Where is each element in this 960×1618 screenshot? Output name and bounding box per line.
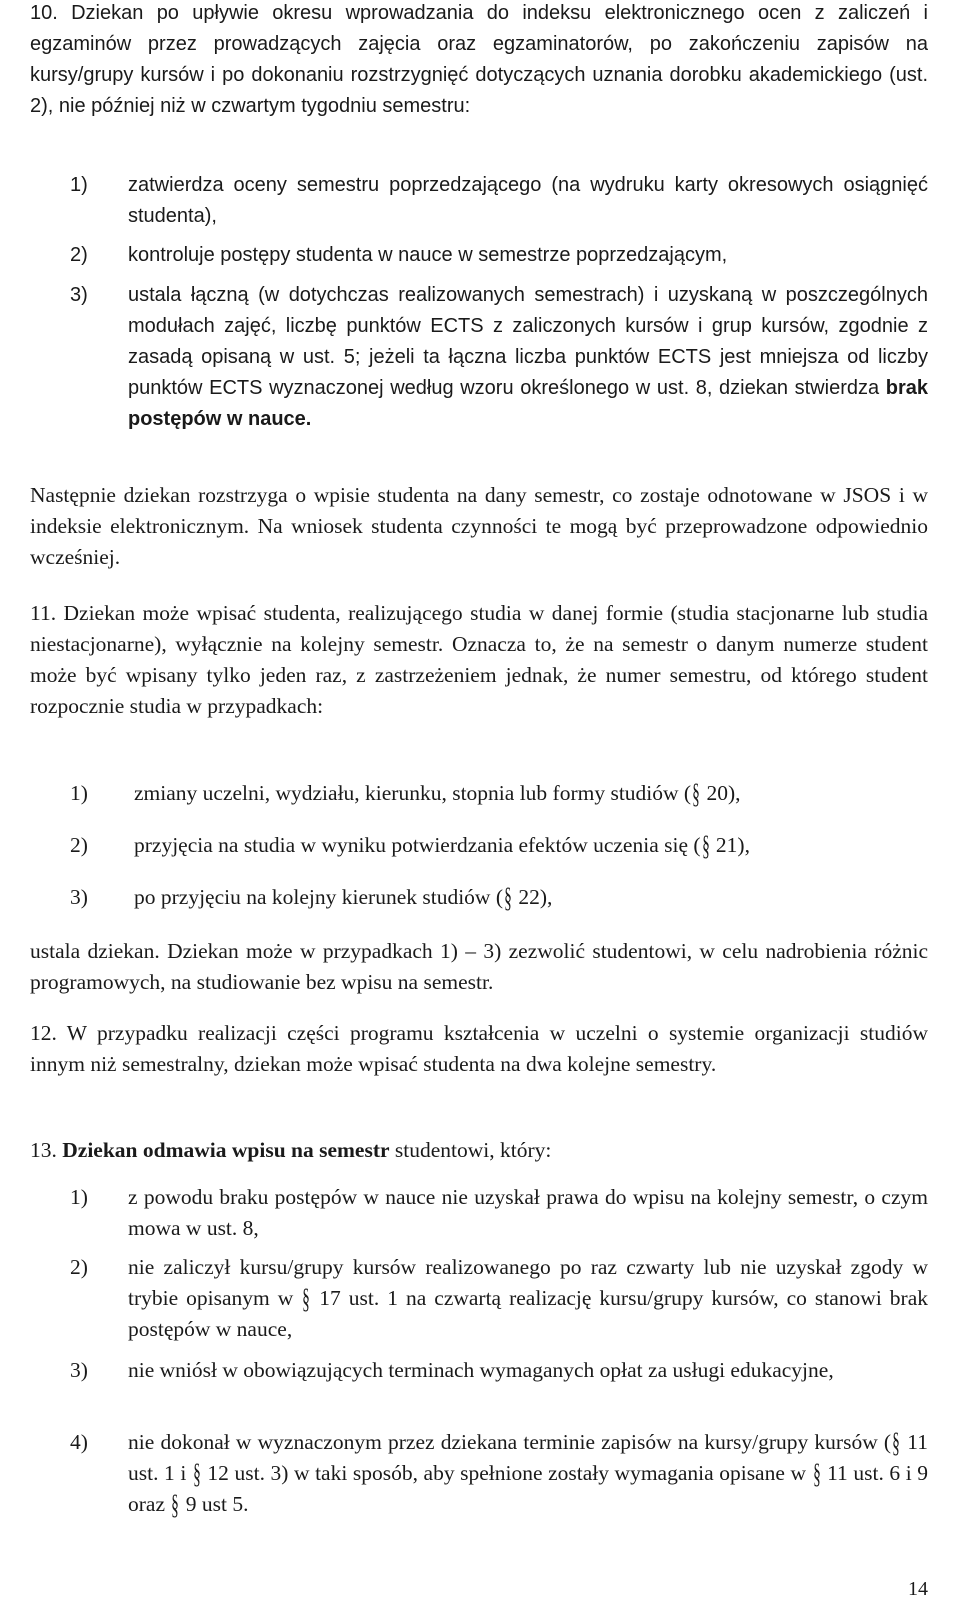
list-number: 2) — [70, 833, 88, 857]
list-number: 1) — [70, 1185, 88, 1209]
paragraph-12: 12. W przypadku realizacji części programu kształcenia w uczelni o systemie organizacji studiów innym niż semestralny, dziekan może wpisać studenta na dwa kolejne semestry. — [30, 1021, 928, 1076]
list-text: z powodu braku postępów w nauce nie uzyskał prawa do wpisu na kolejny semestr, o czym mowa w ust. 8, — [128, 1185, 928, 1240]
list-text — [134, 778, 928, 809]
list-text — [134, 830, 928, 861]
text-part: po przyjęciu na kolejny kierunek studiów ( — [134, 885, 503, 909]
text-part: 21), — [710, 833, 750, 857]
list-text — [128, 280, 928, 435]
section-symbol: § — [504, 883, 512, 914]
section-symbol: § — [302, 1284, 311, 1315]
paragraph-13 — [30, 1135, 928, 1166]
list-item-11-1 — [70, 778, 928, 809]
list-text-body: ustala łączną (w dotychczas realizowanych semestrach) i uzyskaną w poszczególnych modułach zajęć, liczbę punktów ECTS z zaliczonych kursów i grup kursów, zgodnie z zasadą opisaną w ust. 5; jeżeli ta łączna liczba punktów ECTS jest mniejsza od liczby punktów ECTS wyznaczonej według wzoru określonego w ust. 8, dziekan stwierdza — [128, 284, 928, 399]
list-item-10-1 — [70, 170, 928, 232]
list-text: zatwierdza oceny semestru poprzedzającego (na wydruku karty okresowych osiągnięć studenta), — [128, 174, 928, 227]
paragraph-10: 10. Dziekan po upływie okresu wprowadzania do indeksu elektronicznego ocen z zaliczeń i egzaminów przez prowadzących zajęcia oraz egzaminatorów, po zakończeniu zapisów na kursy/grupy kursów i po dokonaniu rozstrzygnięć dotyczących uznania dorobku akademickiego (ust. 2), nie później niż w czwartym tygodniu semestru: — [30, 2, 928, 117]
section-symbol: § — [812, 1459, 821, 1490]
bold-phrase: Dziekan odmawia wpisu na semestr — [62, 1138, 390, 1162]
section-symbol: § — [701, 831, 710, 862]
text-part: 11 ust. 6 i 9 oraz — [128, 1461, 928, 1516]
text-part: 22), — [513, 885, 553, 909]
text-part: nie dokonał w wyznaczonym przez dziekana terminie zapisów na kursy/grupy kursów ( — [128, 1430, 892, 1454]
text-part: 20), — [701, 781, 741, 805]
text-part: nie zaliczył kursu/grupy kursów realizowanego po raz czwarty lub nie uzyskał zgody w trybie opisanym w — [128, 1255, 928, 1310]
list-text: nie wniósł w obowiązujących terminach wymaganych opłat za usługi edukacyjne, — [128, 1358, 834, 1382]
list-item-13-2 — [70, 1252, 928, 1345]
list-item-10-2 — [70, 240, 928, 271]
section-symbol: § — [692, 779, 700, 810]
text-part: 17 ust. 1 na czwartą realizację kursu/grupy kursów, co stanowi brak postępów w nauce, — [128, 1286, 928, 1341]
section-symbol: § — [171, 1490, 180, 1521]
list-item-11-2 — [70, 830, 928, 861]
bold-phrase: brak postępów w nauce. — [128, 377, 928, 430]
list-number: 3) — [70, 284, 88, 306]
section-symbol: § — [892, 1428, 900, 1459]
list-text — [128, 1427, 928, 1520]
list-number: 4) — [70, 1430, 88, 1454]
list-number: 2) — [70, 1255, 88, 1279]
list-item-13-1 — [70, 1182, 928, 1244]
list-item-13-4 — [70, 1427, 928, 1520]
list-number: 1) — [70, 781, 88, 805]
paragraph-11-after: ustala dziekan. Dziekan może w przypadkach 1) – 3) zezwolić studentowi, w celu nadrobienia różnic programowych, na studiowanie bez wpisu na semestr. — [30, 939, 928, 994]
text-part: 9 ust 5. — [180, 1492, 249, 1516]
list-item-10-3 — [70, 280, 928, 435]
paragraph-11: 11. Dziekan może wpisać studenta, realizującego studia w danej formie (studia stacjonarne lub studia niestacjonarne), wyłącznie na kolejny semestr. Oznacza to, że na semestr o danym numerze student może być wpisany tylko jeden raz, z zastrzeżeniem jednak, że numer semestru, od którego student rozpocznie studia w przypadkach: — [30, 601, 928, 718]
page-number: 14 — [908, 1578, 928, 1600]
text-part: przyjęcia na studia w wyniku potwierdzania efektów uczenia się ( — [134, 833, 701, 857]
text-part: zmiany uczelni, wydziału, kierunku, stopnia lub formy studiów ( — [134, 781, 692, 805]
list-number: 3) — [70, 885, 88, 909]
list-number: 3) — [70, 1358, 88, 1382]
section-symbol: § — [193, 1459, 201, 1490]
text-part: 11 ust. 1 i — [128, 1430, 929, 1485]
text-part: studentowi, który: — [389, 1138, 552, 1162]
list-text — [134, 882, 928, 913]
list-text — [128, 1252, 928, 1345]
list-item-11-3 — [70, 882, 928, 913]
list-item-13-3 — [70, 1355, 928, 1386]
list-number: 2) — [70, 244, 88, 266]
text-part: 12 ust. 3) w taki sposób, aby spełnione zostały wymagania opisane w — [201, 1461, 812, 1485]
paragraph-10-after: Następnie dziekan rozstrzyga o wpisie studenta na dany semestr, co zostaje odnotowane w JSOS i w indeksie elektronicznym. Na wniosek studenta czynności te mogą być przeprowadzone odpowiednio wcześniej. — [30, 483, 928, 569]
list-number: 1) — [70, 174, 88, 196]
list-text: kontroluje postępy studenta w nauce w semestrze poprzedzającym, — [128, 244, 728, 266]
paragraph-number: 13. — [30, 1138, 57, 1162]
